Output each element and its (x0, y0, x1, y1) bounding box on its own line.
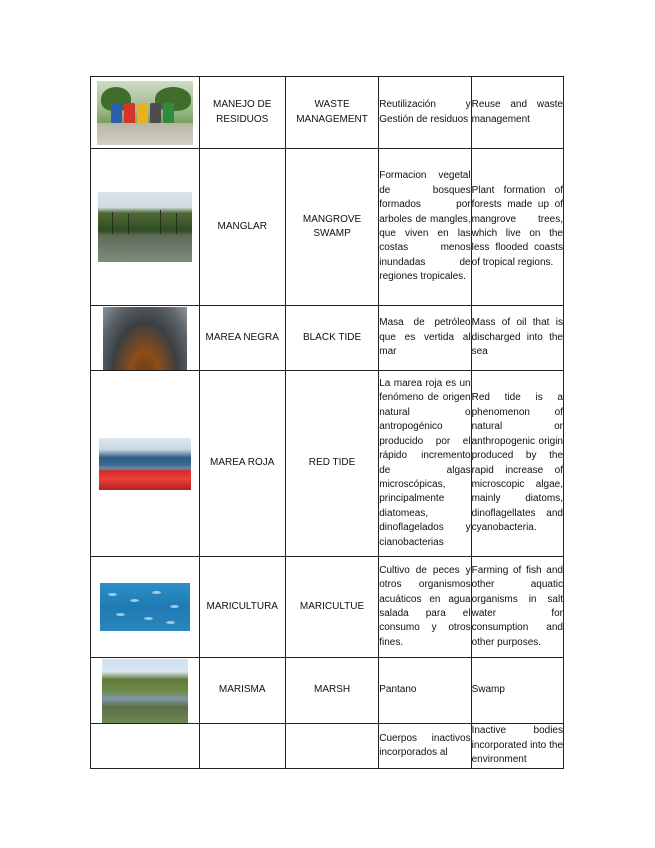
image-cell (91, 306, 200, 371)
term-en: RED TIDE (285, 371, 378, 557)
mariculture-image (100, 583, 190, 631)
term-es: MAREA NEGRA (199, 306, 285, 371)
definition-es: Reutilización y Gestión de residuos (379, 77, 471, 149)
table-row (91, 306, 564, 371)
image-cell (91, 371, 200, 557)
image-cell (91, 658, 200, 724)
mangrove-image (98, 192, 192, 262)
table-row (91, 149, 564, 306)
image-cell (91, 557, 200, 658)
table-row (91, 77, 564, 149)
term-en: MANGROVE SWAMP (285, 149, 378, 306)
image-cell (91, 724, 200, 769)
term-en (285, 724, 378, 769)
term-es (199, 724, 285, 769)
red-tide-image (99, 438, 191, 490)
marsh-image (102, 659, 188, 723)
definition-es: Masa de petróleo que es vertida al mar (379, 306, 471, 371)
definition-es: Pantano (379, 658, 471, 724)
glossary-table (90, 76, 564, 769)
recycling-bins-image (97, 81, 193, 145)
definition-en: Mass of oil that is discharged into the sea (471, 306, 563, 371)
definition-en: Swamp (471, 658, 563, 724)
definition-es: Cuerpos inactivos incorporados al (379, 724, 471, 769)
term-en: WASTE MANAGEMENT (285, 77, 378, 149)
term-es: MARISMA (199, 658, 285, 724)
definition-en: Plant formation of forests made up of mangrove trees, which live on the less flooded coasts of tropical regions. (471, 149, 563, 306)
table-row (91, 371, 564, 557)
term-en: MARICULTUE (285, 557, 378, 658)
definition-en: Red tide is a phenomenon of natural or anthropogenic origin produced by the rapid increase of microscopic algae, mainly diatoms, dinoflagellates and cyanobacteria. (471, 371, 563, 557)
term-es: MANEJO DE RESIDUOS (199, 77, 285, 149)
image-cell (91, 149, 200, 306)
definition-en: Reuse and waste management (471, 77, 563, 149)
table-row (91, 557, 564, 658)
term-en: BLACK TIDE (285, 306, 378, 371)
black-tide-image (103, 307, 187, 370)
table-row (91, 658, 564, 724)
term-es: MANGLAR (199, 149, 285, 306)
term-en: MARSH (285, 658, 378, 724)
term-es: MAREA ROJA (199, 371, 285, 557)
definition-es: Cultivo de peces y otros organismos acuáticos en agua salada para el consumo y otros fines. (379, 557, 471, 658)
image-cell (91, 77, 200, 149)
definition-es: Formacion vegetal de bosques formados por arboles de mangles, que viven en las costas menos inundadas de regiones tropicales. (379, 149, 471, 306)
table-row (91, 724, 564, 769)
term-es: MARICULTURA (199, 557, 285, 658)
definition-en: Inactive bodies incorporated into the environment (471, 724, 563, 769)
definition-es: La marea roja es un fenómeno de origen natural o antropogénico producido por el rápido incremento de algas microscópicas, principalmente diatomeas, dinoflagelados y cianobacterias (379, 371, 471, 557)
definition-en: Farming of fish and other aquatic organisms in salt water for consumption and other purposes. (471, 557, 563, 658)
